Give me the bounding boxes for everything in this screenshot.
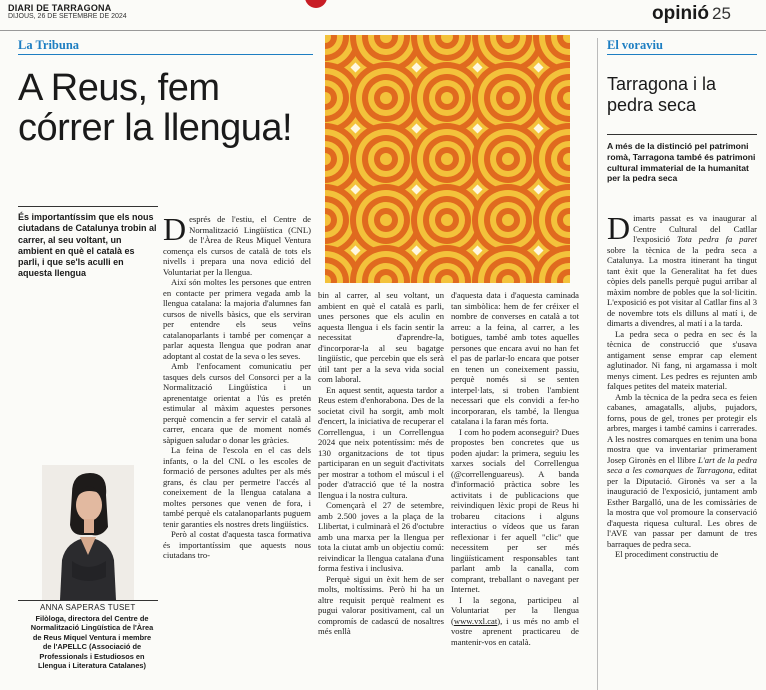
- author-rule: [18, 600, 158, 601]
- brand-red-dot: [305, 0, 327, 8]
- right-article-column: [607, 213, 757, 689]
- col3-paragraph-2: I com ho podem aconseguir? Dues propostes ben concretes que us poden ajudar: la primera, seguiu les xarxes socials del Correllengua (@correllenguareus). A banda d'informació pràctica sobre les activitats i de publicacions que reivindiquen lèxic propi de Reus hi trobareu citacions i alguns interactius o vídeos que us faran reflexionar i fer aquell "clic" que necessitem per ser més lingüísticament responsables tant parlant amb la canalla, com comprant, treballant o navegant per Internet.: [451, 426, 579, 594]
- author-bio: Filòloga, directora del Centre de Normalització Lingüística de l'Àrea de Reus Miquel Ventura i membre de l'APELLC (Associació de Professionals i Estudiosos en Llengua i Literatura Catalanes): [30, 614, 154, 671]
- article-column-1: [163, 214, 311, 689]
- col1-paragraph-5: Però al costat d'aquesta tasca formativa és importantíssim que aquests nous ciutadans tro-: [163, 529, 311, 560]
- col2-paragraph-1: bin al carrer, al seu voltant, un ambient en què el català es parli, unes persones que els aculin en aquesta llengua i els facin sentir la necessitat d'aprendre-la, d'incorporar-la al seu bagatge lingüístic, que percebin que els serà útil tant per a la seva vida social com laboral.: [318, 290, 444, 384]
- voluntariat-link[interactable]: www.vxl.cat: [453, 615, 498, 626]
- author-portrait: [42, 465, 134, 600]
- col1-paragraph-3: Amb l'enfocament comunicatiu per tasques dels cursos del Consorci per a la Normalització Lingüística i un aprenentatge orientat a l'ús es pretén estimular al màxim aquestes persones perquè comencin a fer servir el català al carrer, encara que de moment només sàpiguen saludar o donar les gràcies.: [163, 361, 311, 445]
- right-dropcap: D: [607, 213, 631, 246]
- issue-date: DIJOUS, 26 DE SETEMBRE DE 2024: [8, 13, 127, 20]
- right-p3-title: L'art de la pedra seca a les comarques de Tarragona: [607, 454, 757, 475]
- col3-paragraph-1: d'aquesta data i d'aquesta caminada tan simbòlica: hem de fer créixer el nombre de converses en català a tot arreu: a la feina, al carrer, a les botigues, també amb totes aquelles persones que encara avui no han fet el pas de parlar-lo encara que potser en tenen un coneixement passiu, perquè només si se senten interpel·lats, si troben l'ambient necessari que els convidi a fer-ho incorporaran, els també, la llengua catalana i la faran més forta.: [451, 290, 579, 426]
- page-number: 25: [712, 4, 731, 23]
- right-section-rule: [607, 54, 757, 55]
- right-paragraph-4: El procediment constructiu de: [615, 549, 719, 559]
- col3-paragraph-3-end: ), i us més no amb el vostre aprenent practicareu de mantenir-vos en català.: [451, 615, 579, 647]
- author-name: ANNA SAPERAS TUSET: [40, 603, 136, 612]
- right-paragraph-2: La pedra seca o pedra en sec és la tècnica de construcció que s'usava antigament sense emprar cap element aglutinador. Ni fang, ni argamassa i molt menys ciment. Les pedres es rejunten amb falques petites del mateix material.: [607, 328, 757, 391]
- col2-paragraph-3: Començarà el 27 de setembre, amb 2.500 joves a la plaça de la Llibertat, i culminarà el 26 d'octubre amb una marxa per la llengua per tota la ciutat amb un objectiu comú: reivindicar la llengua catalana d'una forma festiva i inclusiva.: [318, 500, 444, 573]
- right-p3-b: , editat per la Diputació. Gironès va ser a la inauguració de l'exposició, juntament amb Esther Bargalló, una de les comissàries de la mostra que vol promoure la conservació d'aquesta riquesa cultural. Les obres de l'AVE van passar per damunt de tres barraques de pedra seca.: [607, 465, 757, 549]
- right-lede: A més de la distinció pel patrimoni romà, Tarragona també és patrimoni cultural immaterial de la humanitat per la pedra seca: [607, 141, 756, 184]
- decorative-pattern-illustration: [325, 35, 570, 283]
- header-rule: [0, 30, 766, 31]
- col3-paragraph-3-start: I la segona, participeu al Voluntariat per la llengua (: [451, 594, 579, 626]
- article-column-3: [451, 290, 579, 689]
- section-name: opinió: [652, 3, 709, 24]
- dropcap: D: [163, 214, 187, 247]
- article-headline: A Reus, fem córrer la llengua!: [18, 67, 293, 149]
- col1-paragraph-4: La feina de l'escola en el cas dels infants, o la del CNL o les escoles de formació de persones adultes per als més grans, és clau per permetre l'accés al coneixement de la llengua catalana a moltes persones que venen de fora, i també perquè els catalanoparlants puguem tenir garanties els nostres drets lingüístics.: [163, 445, 311, 529]
- right-p3-a: Amb la tècnica de la pedra seca es feien cabanes, amagatalls, aljubs, pujadors, forns, pous de gel, trones per protegir els arbres, marges i també camins i carrerades. A les nostres comarques en tenim una bona mostra que va inventariar primerament Josep Gironès en el llibre: [607, 391, 757, 465]
- section-label-el-voraviu: El voraviu: [607, 38, 663, 52]
- article-column-2: [318, 290, 444, 689]
- column-divider: [597, 38, 598, 690]
- section-label-la-tribuna: La Tribuna: [18, 38, 80, 52]
- right-p1-b: sobre la tècnica de la pedra seca a Catalunya. La mostra itinerant ha tingut tant èxit que la Generalitat ha fet dues còpies dels panells perquè pugui arribar al màxim nombre de pobles que la sol·licitin. L'exposició es pot visitar al Catllar fins al 3 de novembre tots els dilluns al matí i, de dimarts a divendres, al matí i a la tarda.: [607, 244, 757, 328]
- right-p1-title: Tota pedra fa paret: [676, 234, 757, 244]
- article-lede: És importantíssim que els nous ciutadans de Catalunya trobin al carrer, al seu voltant, un ambient en què el català es parli, i que se'ls aculli en aquesta llengua: [18, 212, 157, 279]
- newspaper-brand: DIARI DE TARRAGONA: [8, 3, 112, 13]
- right-headline: Tarragona i la pedra seca: [607, 74, 717, 115]
- col2-paragraph-4: Perquè sigui un èxit hem de ser molts, moltíssims. Però hi ha un altre requisit perquè realment es pugui valorar positivament, cal un compromís de cadascú de nosaltres més enllà: [318, 573, 444, 636]
- col2-paragraph-2: En aquest sentit, aquesta tardor a Reus estem d'enhorabona. Des de la societat civil ha sorgit, amb molt d'encert, la iniciativa de recuperar el Correllengua, i un Correllengua 2024 que neix potentíssim: més de 130 organitzacions de tot tipus participaran en un seguit d'activitats per mostrar a tothom el múscul i el poder d'atracció que té la nostra llengua i la nostra cultura.: [318, 384, 444, 500]
- right-p1-a: imarts passat es va inaugurar al Centre Cultural del Catllar l'exposició: [633, 213, 757, 244]
- lede-rule: [18, 206, 158, 207]
- col1-paragraph-1: esprés de l'estiu, el Centre de Normalització Lingüística (CNL) de l'Àrea de Reus Miquel Ventura comença els cursos de català de tots els nivells i prepara una nova edició del Voluntariat per la llengua.: [163, 214, 311, 277]
- right-lede-rule: [607, 134, 757, 135]
- col1-paragraph-2: Així són moltes les persones que entren en contacte per primera vegada amb la llengua catalana: la majoria d'alumnes fan cursos de nivells bàsics, que els serviran per entendre els seus veïns catalanoparlants i també per començar a parlar aquesta llengua que podran anar adoptant al costat de la seva o les seves.: [163, 277, 311, 361]
- pattern-svg: [325, 35, 570, 283]
- section-rule: [18, 54, 313, 55]
- col3-paragraph-3: [451, 595, 579, 648]
